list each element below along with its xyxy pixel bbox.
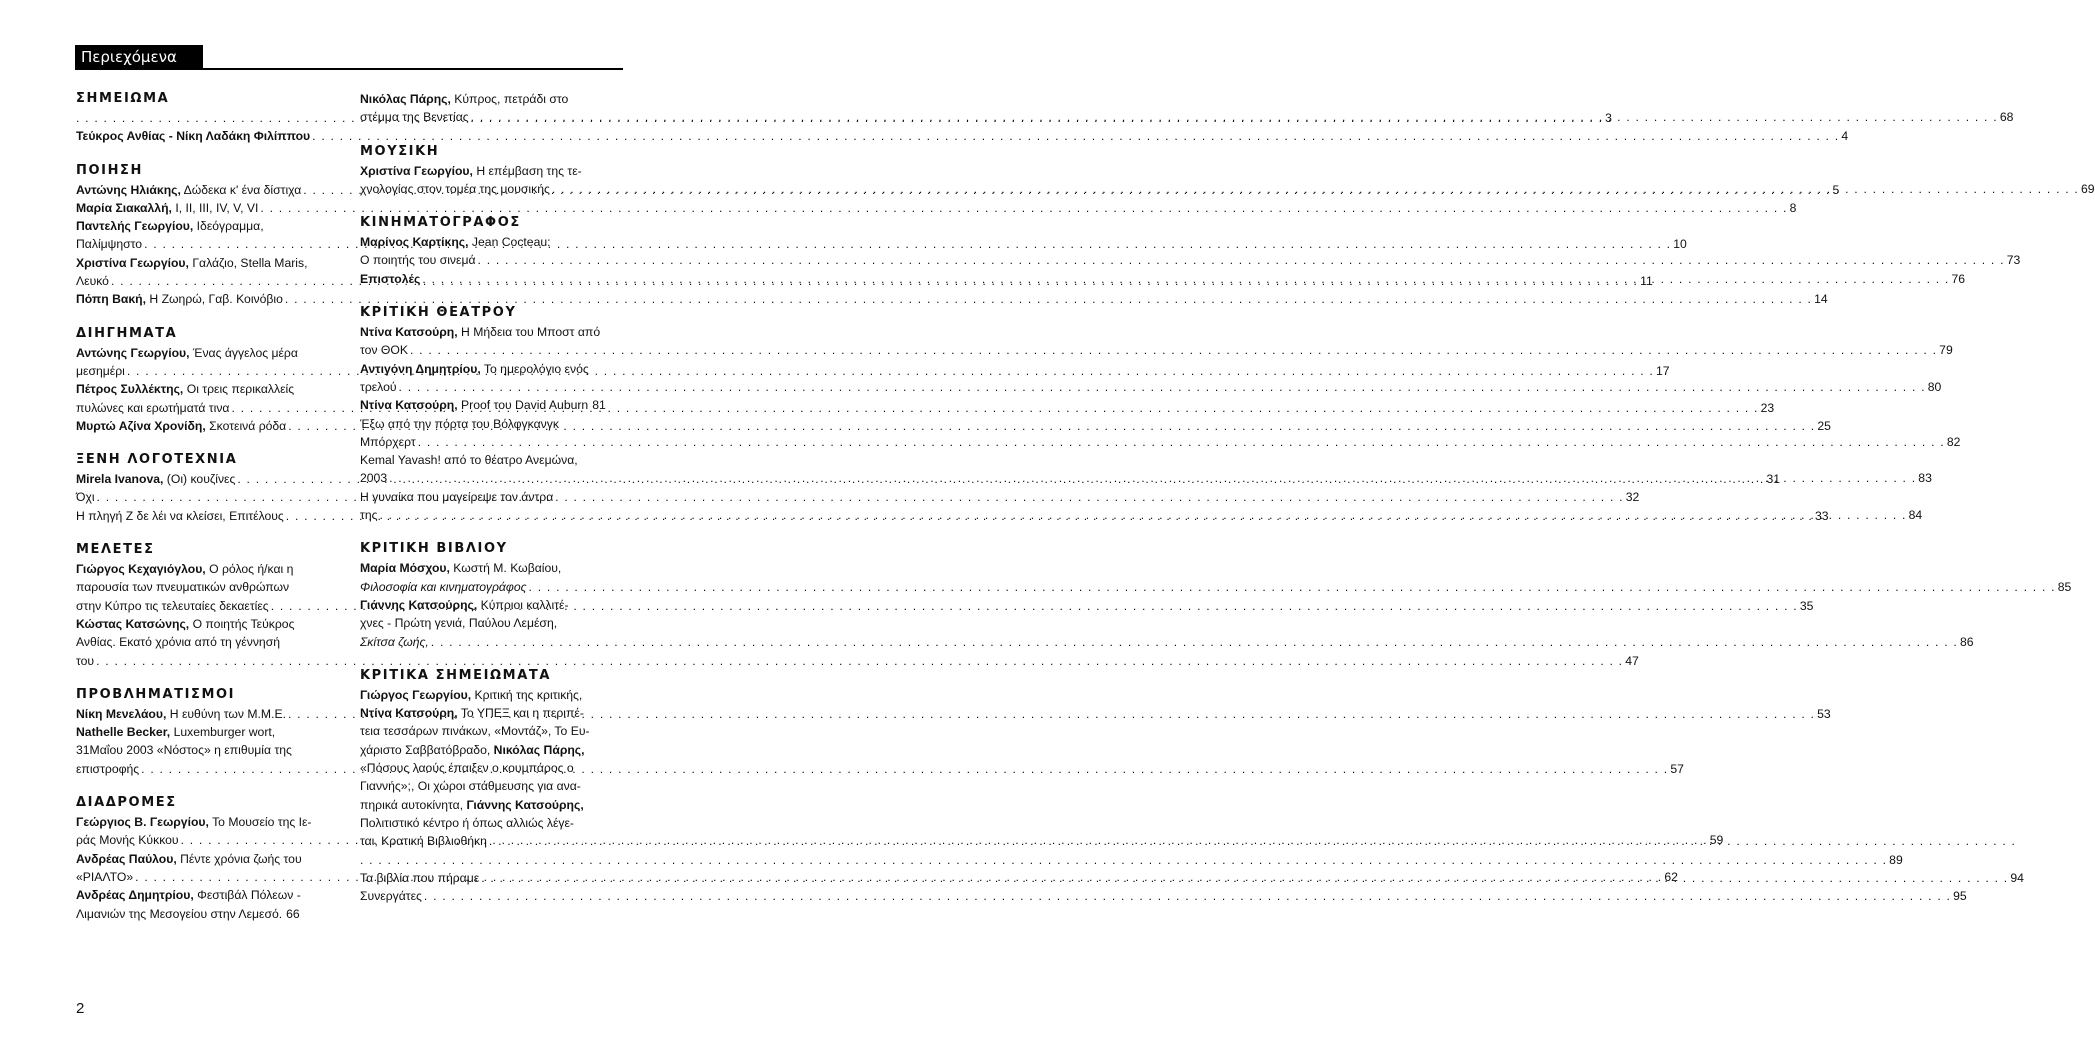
entry-title: Σκίτσα ζωής, — [360, 634, 429, 649]
entry-author: Νικόλας Πάρης, — [493, 742, 585, 757]
section-title: ΜΕΛΕΤΕΣ — [76, 542, 155, 558]
entry-author: Πόπη Βακή, — [76, 292, 146, 307]
entry-title: ται, Κρατική Βιβλιοθήκη — [360, 834, 487, 849]
section-title: ΚΡΙΤΙΚΗ ΘΕΑΤΡΟΥ — [360, 305, 517, 321]
entry-title: Ένας άγγελος μέρα — [192, 345, 298, 360]
entry-title: Φεστιβάλ Πόλεων - — [197, 888, 301, 903]
page-number: 73 — [2006, 253, 2021, 268]
entry-title: Κριτική της κριτικής, — [474, 687, 583, 702]
entry-title: Κωστή Μ. Κωβαίου, — [453, 561, 562, 576]
entry-title: χνες - Πρώτη γενιά, Παύλου Λεμέση, — [360, 616, 558, 631]
entry-author: Ανδρέας Παύλου, — [76, 851, 177, 866]
entry-title: «Πόσους λαούς έπαιξεν ο κουμπάρος ο — [360, 761, 574, 776]
entry-author: Παντελής Γεωργίου, — [76, 219, 194, 234]
toc-section — [360, 143, 2095, 199]
entry-title: 2003 — [360, 471, 388, 486]
entry-author: Αντώνης Γεωργίου, — [76, 345, 190, 360]
section-title: ΔΙΑΔΡΟΜΕΣ — [76, 795, 177, 811]
toc-entry[interactable] — [360, 559, 2072, 596]
entry-title: Proof του David Auburn — [461, 398, 589, 413]
page-number: 35 — [1799, 598, 1814, 613]
page-number: 85 — [2057, 579, 2072, 594]
contents-header — [75, 45, 623, 69]
page-number: 81 — [592, 398, 606, 413]
page-number: 4 — [1841, 129, 1849, 144]
entry-title: Μπόρχερτ — [360, 434, 416, 449]
entry-author: Γιώργος Κεχαγιόγλου, — [76, 562, 206, 577]
page-number: 33 — [1814, 508, 1829, 523]
entry-author: Mirela Ivanova, — [76, 472, 164, 487]
page-number: 11 — [1640, 274, 1653, 289]
page-number: 57 — [1670, 761, 1684, 776]
page-number: 31 — [1766, 472, 1781, 487]
entry-title: Η Ζωηρώ, Γαβ. Κοινόβιο — [149, 292, 283, 307]
entry-title: Το ΥΠΕΞ και η περιπέ- — [460, 706, 584, 721]
section-title: ΔΙΗΓΗΜΑΤΑ — [76, 325, 178, 341]
section-title: ΠΡΟΒΛΗΜΑΤΙΣΜΟΙ — [76, 686, 236, 702]
entry-title: 31Μαΐου 2003 «Νόστος» η επιθυμία της — [76, 743, 292, 758]
entry-title: Συνεργάτες — [360, 889, 422, 904]
page-number: 94 — [2010, 870, 2024, 885]
page-number: 23 — [1760, 400, 1775, 415]
entry-author: Αντιγόνη Δημητρίου, — [360, 361, 481, 376]
section-title: ΠΟΙΗΣΗ — [76, 162, 144, 178]
entry-title: Δώδεκα κ' ένα δίστιχα — [183, 182, 302, 197]
toc-entry[interactable] — [76, 199, 1797, 217]
entry-title: Πολιτιστικό κέντρο ή όπως αλλιώς λέγε- — [360, 815, 574, 830]
page-number: 3 — [1605, 111, 1612, 125]
entry-author: Γεώργιος Β. Γεωργίου, — [76, 815, 209, 830]
page-number: 10 — [1673, 237, 1687, 252]
entry-author: Μαρία Μόσχου, — [360, 561, 450, 576]
page-number: 14 — [1814, 292, 1828, 307]
toc-entry[interactable] — [360, 162, 2095, 199]
page-number: 84 — [1908, 508, 1923, 523]
entry-title: Ανθίας. Εκατό χρόνια από τη γέννησή — [76, 635, 281, 650]
entry-title: στην Κύπρο τις τελευταίες δεκαετίες — [76, 598, 269, 613]
page-number: 62 — [1664, 869, 1678, 884]
entry-title: «ΡΙΑΛΤΟ» — [76, 869, 134, 884]
entry-title: ράς Μονής Κύκκου — [76, 833, 179, 848]
page-number: 76 — [1951, 271, 1966, 286]
entry-title: Λιμανιών της Μεσογείου στην Λεμεσό. — [76, 906, 283, 921]
page-number: 17 — [1656, 363, 1670, 378]
entry-author: Γιώργος Γεωργίου, — [360, 687, 472, 702]
entry-title: της — [360, 508, 378, 523]
page-number: 89 — [1889, 852, 1903, 867]
entry-title: Γιαννής»;, Οι χώροι στάθμευσης για ανα- — [360, 779, 581, 794]
toc-entry[interactable] — [360, 396, 622, 414]
entry-title: Σκοτεινά ρόδα — [209, 418, 287, 433]
entry-author: Ανδρέας Δημητρίου, — [76, 888, 194, 903]
entry-title: Ιδεόγραμμα, — [196, 219, 264, 234]
section-title: ΚΡΙΤΙΚΑ ΣΗΜΕΙΩΜΑΤΑ — [360, 667, 551, 683]
entry-title: Το Μουσείο της Ιε- — [212, 815, 312, 830]
entry-title: Η επέμβαση της τε- — [476, 163, 582, 178]
section-title: ΚΡΙΤΙΚΗ ΒΙΒΛΙΟΥ — [360, 541, 508, 557]
entry-title: Ο ποιητής του σινεμά — [360, 253, 476, 268]
entry-author: Μυρτώ Αζίνα Χρονίδη, — [76, 418, 206, 433]
toc-entry[interactable] — [76, 886, 338, 923]
page-number: 80 — [1927, 379, 1942, 394]
entry-title: τρελού — [360, 379, 397, 394]
header-rule — [75, 68, 623, 70]
entry-title: Kemal Yavash! από το θέατρο Ανεμώνα, — [360, 453, 578, 468]
entry-author: Γιάννης Κατσούρης, — [360, 597, 478, 612]
page-number: 95 — [1953, 889, 1967, 904]
toc-entry[interactable] — [76, 127, 1849, 145]
entry-author: Χριστίνα Γεωργίου, — [76, 255, 189, 270]
entry-author: Nathelle Becker, — [76, 725, 171, 740]
section-title: ΜΟΥΣΙΚΗ — [360, 143, 440, 159]
entry-title: (Οι) κουζίνες — [166, 472, 236, 487]
entry-title: Κύπριοι καλλιτέ- — [480, 597, 569, 612]
entry-title: Η πληγή Ζ δε λέι να κλείσει, Επιτέλους — [76, 508, 284, 523]
entry-author: Επιστολές — [360, 271, 421, 286]
toc-entry[interactable] — [360, 323, 1953, 360]
entry-title: χάριστο Σαββατόβραδο, — [360, 742, 491, 757]
entry-title: χνολογίας στον τομέα της μουσικής — [360, 181, 550, 196]
page-number: 47 — [1625, 653, 1639, 668]
page-number: 53 — [1817, 706, 1831, 721]
entry-title: μεσημέρι — [76, 363, 125, 378]
entry-author: Νίκη Μενελάου, — [76, 706, 167, 721]
entry-title: Jean Cocteau: — [471, 235, 551, 250]
entry-title: Έξω από την πόρτα του Βόλφγκανγκ — [360, 416, 559, 431]
toc-section — [360, 90, 2014, 127]
entry-title: Η Μήδεια του Μποστ από — [461, 325, 601, 340]
toc-entry[interactable] — [360, 90, 2014, 127]
page-number-footer: 2 — [76, 1000, 85, 1017]
entry-title: Πέντε χρόνια ζωής του — [180, 851, 302, 866]
entry-title: Ο ρόλος ή/και η — [209, 562, 294, 577]
entry-author: Γιάννης Κατσούρης, — [466, 797, 584, 812]
toc-entry[interactable] — [360, 887, 1967, 905]
entry-title: Όχι — [76, 490, 95, 505]
entry-author: Χριστίνα Γεωργίου, — [360, 163, 473, 178]
page-number: 32 — [1625, 490, 1640, 505]
entry-author: Νικόλας Πάρης, — [360, 92, 451, 106]
entry-title: τον ΘΟΚ — [360, 343, 408, 358]
page-number: 66 — [286, 906, 300, 921]
entry-title: παρουσία των πνευματικών ανθρώπων — [76, 580, 290, 595]
toc-entry[interactable] — [76, 290, 1828, 308]
page-number: 83 — [1918, 471, 1932, 486]
entry-author: Ντίνα Κατσούρη, — [360, 325, 458, 340]
entry-author: Μαρία Σιακαλλή, — [76, 200, 172, 215]
entry-author: Πέτρος Συλλέκτης, — [76, 382, 184, 397]
page-number: 82 — [1946, 434, 1961, 449]
entry-title: στέμμα της Βενετίας — [360, 110, 469, 125]
entry-title: του — [76, 653, 95, 668]
entry-title: Το ημερολόγιο ενός — [483, 361, 589, 376]
entry-author: Αντώνης Ηλιάκης, — [76, 182, 181, 197]
entry-title: τεια τεσσάρων πινάκων, «Μοντάζ», Το Ευ- — [360, 724, 590, 739]
entry-title: Η ευθύνη των Μ.Μ.Ε. — [169, 706, 286, 721]
section-title: ΚΙΝΗΜΑΤΟΓΡΑΦΟΣ — [360, 215, 521, 231]
entry-title: Παλίμψηστο — [76, 237, 143, 252]
entry-title: Ο ποιητής Τεύκρος — [192, 616, 295, 631]
page-number: 68 — [1999, 110, 2014, 125]
entry-title: Τα βιβλία που πήραμε — [360, 870, 480, 885]
page-number: 79 — [1939, 343, 1953, 358]
page-number: 8 — [1789, 200, 1797, 215]
entry-title: Η γυναίκα που μαγείρεψε τον άντρα — [360, 489, 554, 504]
entry-author: Ντίνα Κατσούρη, — [360, 706, 458, 721]
entry-title: Γαλάζιο, Stella Maris, — [192, 255, 308, 270]
entry-author: Κώστας Κατσώνης, — [76, 616, 190, 631]
entry-title: πυλώνες και ερωτήματά τινα — [76, 400, 230, 415]
page-number: 59 — [1709, 833, 1724, 848]
page-number: 86 — [1959, 634, 1974, 649]
entry-title: Φιλοσοφία και κινηματογράφος — [360, 579, 527, 594]
entry-author: Ντίνα Κατσούρη, — [360, 398, 458, 413]
section-title: ΣΗΜΕΙΩΜΑ — [76, 91, 170, 106]
entry-title: Luxemburger wort, — [173, 725, 276, 740]
entry-title: Οι τρεις περικαλλείς — [186, 382, 295, 397]
page-number: 25 — [1817, 418, 1831, 433]
entry-title: πηρικά αυτοκίνητα, — [360, 797, 464, 812]
entry-title: Κύπρος, πετράδι στο — [454, 92, 569, 106]
section-title: ΞΕΝΗ ΛΟΓΟΤΕΧΝΙΑ — [76, 452, 238, 468]
contents-title: Περιεχόμενα — [75, 45, 203, 69]
entry-author: Τεύκρος Ανθίας - Νίκη Λαδάκη Φιλίππου — [76, 129, 311, 144]
entry-author: Μαρίνος Καρτίκης, — [360, 235, 469, 250]
entry-title: επιστροφής — [76, 761, 140, 776]
entry-title: Λευκό — [76, 274, 109, 289]
entry-title: I, II, III, IV, V, VI — [175, 200, 259, 215]
page-number: 69 — [2081, 181, 2095, 196]
page-number: 5 — [1832, 182, 1840, 197]
